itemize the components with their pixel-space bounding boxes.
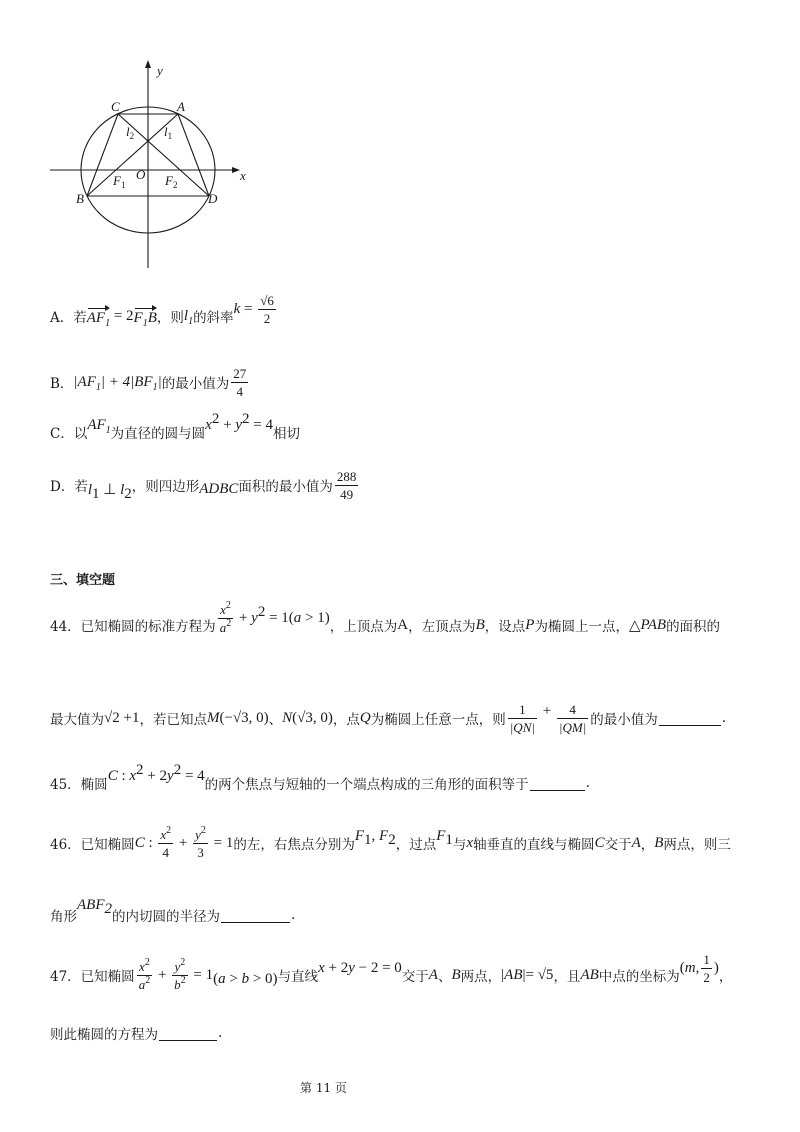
point-a: A xyxy=(428,966,438,983)
triangle-abf2 xyxy=(77,896,112,917)
vector-letter: B xyxy=(147,309,157,326)
variable: x xyxy=(318,959,325,976)
question-text: ，设点 xyxy=(484,619,526,635)
subscript: 1 xyxy=(105,424,111,436)
subscript: 1 xyxy=(92,485,100,502)
abs-bar: | xyxy=(501,966,505,983)
option-a-text: ，则 xyxy=(156,310,184,326)
denominator: 3 xyxy=(193,843,208,860)
operator: = 1 xyxy=(209,834,234,851)
point-m-coords: (−√3, 0) xyxy=(219,709,269,726)
numerator: 27 xyxy=(233,365,247,381)
option-c xyxy=(50,412,300,452)
circle-equation xyxy=(205,410,273,434)
option-a xyxy=(50,292,278,336)
option-a-text: 的斜率 xyxy=(193,310,234,326)
operator: |= √5 xyxy=(522,966,554,983)
fraction-27-over-4 xyxy=(231,366,248,399)
superscript: 2 xyxy=(144,956,150,968)
variable: b xyxy=(241,970,250,987)
operator: > 0) xyxy=(249,970,278,987)
variable: x xyxy=(220,601,226,617)
line-equation xyxy=(318,960,402,977)
y-squared xyxy=(251,603,266,627)
question-text: ，且 xyxy=(553,969,581,985)
option-b-text: 的最小值为 xyxy=(161,376,230,392)
subscript: 1 xyxy=(188,315,194,327)
question-text: 与 xyxy=(452,837,467,853)
vector-letters: AF xyxy=(86,309,106,326)
f1-label xyxy=(112,173,125,190)
question-text: 交于 xyxy=(401,969,429,985)
section-title-text: 三、填空题 xyxy=(50,572,116,588)
question-text: 中点的坐标为 xyxy=(598,969,680,985)
segment-ad xyxy=(178,114,209,196)
fraction-x2-over-a2 xyxy=(218,599,234,635)
operator: = 4 xyxy=(249,416,273,433)
midpoint-coords xyxy=(680,952,719,985)
question-44-line-2 xyxy=(50,698,726,738)
subscript: 2 xyxy=(104,900,112,917)
option-b-text: B． xyxy=(50,376,74,392)
question-text: 46．已知椭圆 xyxy=(50,837,135,853)
variable: l xyxy=(87,481,92,498)
subscript: 1 xyxy=(105,317,111,329)
variable: ABF xyxy=(77,896,105,913)
math-text: AF xyxy=(87,416,106,433)
fraction-288-over-49 xyxy=(335,469,359,502)
denominator xyxy=(172,975,188,992)
variable: y xyxy=(174,958,181,974)
question-text: 交于 xyxy=(604,837,632,853)
superscript: 2 xyxy=(241,410,250,427)
variable: F xyxy=(436,827,446,844)
period: . xyxy=(291,907,296,923)
denominator: 4 xyxy=(158,843,173,860)
ellipse-diagram xyxy=(0,0,300,290)
vector-letter: F xyxy=(133,309,143,326)
question-text: ， xyxy=(640,837,655,853)
variable: F xyxy=(354,827,365,844)
segment-af1 xyxy=(87,417,110,434)
point-b: B xyxy=(475,616,485,633)
f2-letter: F xyxy=(165,173,173,188)
superscript: 2 xyxy=(257,603,266,620)
superscript: 2 xyxy=(166,824,172,836)
numerator xyxy=(218,599,233,618)
answer-blank xyxy=(159,1025,217,1041)
equals-two: = 2 xyxy=(110,307,134,324)
question-text: 最大值为 xyxy=(50,712,104,728)
condition xyxy=(213,971,277,988)
question-text: 两点，则三 xyxy=(663,837,731,853)
origin-label: O xyxy=(136,167,146,182)
point-b-label: B xyxy=(76,191,84,206)
denominator: |QN| xyxy=(509,719,535,735)
l2-subscript: 2 xyxy=(129,131,135,141)
variable: a xyxy=(219,619,227,635)
numerator: 4 xyxy=(569,701,576,717)
math-text: | + 4|BF xyxy=(100,373,153,390)
question-text: 为椭圆上一点， xyxy=(534,619,629,635)
math-text: | xyxy=(157,373,162,390)
question-text: ，若已知点 xyxy=(139,712,207,728)
operator: + xyxy=(235,609,252,626)
denominator: 2 xyxy=(258,309,276,326)
point-b: B xyxy=(451,966,461,983)
variable: l xyxy=(183,307,189,324)
option-c-text: 相切 xyxy=(272,426,300,442)
question-47-line-1 xyxy=(50,951,733,995)
operator: + xyxy=(219,416,236,433)
variable: x xyxy=(139,958,145,974)
fraction-y2-over-3 xyxy=(193,824,208,860)
question-46-line-1 xyxy=(50,823,731,863)
variable: m xyxy=(684,959,696,976)
f1-letter: F xyxy=(113,173,121,188)
variable: B xyxy=(654,834,664,851)
y-axis-arrow xyxy=(145,60,151,68)
question-text: 、 xyxy=(268,712,283,728)
subscript: 2 xyxy=(124,485,132,502)
fraction-1-over-qn xyxy=(508,702,537,735)
superscript: 2 xyxy=(225,599,231,611)
operator: = 4 xyxy=(181,767,205,784)
l1-label xyxy=(164,124,172,141)
paren: ) xyxy=(713,959,719,976)
l2-letter: l xyxy=(126,124,130,139)
question-45 xyxy=(50,763,590,803)
question-text: 的内切圆的半径为 xyxy=(112,909,220,925)
variable: F xyxy=(379,827,389,844)
operator: + xyxy=(538,702,555,719)
operator: > 1) xyxy=(301,609,330,626)
chord-length xyxy=(501,967,553,984)
option-d xyxy=(50,465,360,505)
f1-subscript: 1 xyxy=(120,180,126,190)
denominator xyxy=(218,618,234,635)
perpendicular-expression xyxy=(87,480,132,502)
f2-label xyxy=(164,173,177,190)
numerator: 1 xyxy=(703,951,710,967)
point-q: Q xyxy=(359,709,371,726)
l1-subscript: 1 xyxy=(167,131,173,141)
variable: l xyxy=(120,481,125,498)
subscript: 1 xyxy=(142,317,148,329)
question-text: 44．已知椭圆的标准方程为 xyxy=(50,619,216,635)
answer-blank xyxy=(221,907,290,923)
variable: x xyxy=(160,826,167,842)
comma: , xyxy=(695,959,700,976)
option-c-text: 为直径的圆与圆 xyxy=(110,426,206,442)
question-text: 的左，右焦点分别为 xyxy=(233,837,355,853)
period: . xyxy=(218,1025,223,1041)
denominator xyxy=(137,975,153,992)
superscript: 2 xyxy=(145,974,151,986)
abs-expression xyxy=(73,374,161,391)
focus-f1 xyxy=(436,827,453,848)
question-text: ，点 xyxy=(332,712,360,728)
denominator: 2 xyxy=(703,969,710,985)
variable: x xyxy=(205,416,212,433)
question-text: ，过点 xyxy=(395,837,437,853)
operator: ⊥ xyxy=(99,481,121,498)
paren: ( xyxy=(288,609,294,626)
question-text: 、 xyxy=(437,969,452,985)
segment-ab: AB xyxy=(580,966,599,983)
point-n-coords: (√3, 0) xyxy=(292,709,333,726)
option-c-text: C．以 xyxy=(50,426,88,442)
superscript: 2 xyxy=(226,617,232,629)
subscript: 1 xyxy=(364,831,372,848)
period: . xyxy=(721,710,727,726)
paren: ( xyxy=(679,959,685,976)
numerator: 1 xyxy=(519,701,526,717)
variable: C xyxy=(107,767,118,784)
numerator xyxy=(158,824,173,843)
variable: x xyxy=(129,767,137,784)
fraction-x2-over-4 xyxy=(158,824,173,860)
superscript: 2 xyxy=(211,410,220,427)
question-text: 47．已知椭圆 xyxy=(50,969,135,985)
line-l1-symbol xyxy=(184,308,193,325)
question-47-line-2 xyxy=(50,1013,222,1053)
option-d-text: ，则四边形 xyxy=(131,479,200,495)
operator: +1 xyxy=(119,709,140,726)
numerator xyxy=(137,956,152,975)
point-p: P xyxy=(525,616,535,633)
variable: y xyxy=(167,767,174,784)
superscript: 2 xyxy=(136,761,144,778)
option-d-text: D．若 xyxy=(50,479,88,495)
variable: x xyxy=(466,834,474,851)
question-text: ，左顶点为 xyxy=(408,619,476,635)
variable: a xyxy=(293,609,302,626)
subscript: 1 xyxy=(152,381,158,393)
fraction-x2-over-a2 xyxy=(137,956,153,992)
question-text: 轴垂直的直线与椭圆 xyxy=(473,837,595,853)
variable: C xyxy=(594,834,605,851)
quadrilateral-adbc: ADBC xyxy=(199,480,239,497)
denominator: 49 xyxy=(335,485,359,502)
variable: y xyxy=(348,959,355,976)
operator: = 1 xyxy=(189,966,214,983)
vector-f1b xyxy=(134,306,157,327)
y-axis-label: y xyxy=(157,63,163,78)
question-text: ， xyxy=(718,969,733,985)
fraction-sqrt6-over-2 xyxy=(258,293,276,326)
point-c-label: C xyxy=(111,99,120,114)
triangle-symbol: △ xyxy=(628,617,641,634)
numerator xyxy=(193,824,208,843)
question-46-line-2 xyxy=(50,895,295,935)
equals: = xyxy=(240,300,257,317)
fraction-y2-over-b2 xyxy=(172,956,188,992)
variable: a xyxy=(138,976,146,992)
superscript: 2 xyxy=(173,761,182,778)
point-a: A xyxy=(397,616,409,633)
question-text: 的面积的 xyxy=(666,619,721,635)
question-text: 45．椭圆 xyxy=(50,777,108,793)
variable: y xyxy=(235,416,242,433)
subscript: 2 xyxy=(388,831,396,848)
variable: y xyxy=(195,826,201,842)
superscript: 2 xyxy=(200,824,206,836)
operator: + 2 xyxy=(324,959,349,976)
option-d-text: 面积的最小值为 xyxy=(238,479,333,495)
option-a-text: A．若 xyxy=(50,310,87,326)
subscript: 1 xyxy=(445,831,453,848)
numerator: √6 xyxy=(260,292,274,308)
variable: A xyxy=(631,834,641,851)
x-axis-label: x xyxy=(240,168,246,183)
question-text: 的两个焦点与短轴的一个端点构成的三角形的面积等于 xyxy=(204,777,529,793)
superscript: 2 xyxy=(180,956,186,968)
period: . xyxy=(585,775,590,791)
denominator: |QM| xyxy=(558,719,587,735)
numerator: 288 xyxy=(336,468,357,484)
l1-letter: l xyxy=(164,124,168,139)
variable: y xyxy=(251,609,258,626)
numerator xyxy=(173,956,188,975)
answer-blank xyxy=(530,775,585,791)
page-footer xyxy=(300,1067,347,1107)
vector-af1 xyxy=(87,306,110,327)
option-b xyxy=(50,362,250,402)
fraction-1-over-2 xyxy=(701,952,712,985)
question-text: 的最小值为 xyxy=(590,712,658,728)
question-text: 为椭圆上任意一点，则 xyxy=(370,712,506,728)
variable: b xyxy=(174,976,181,992)
question-text: 角形 xyxy=(50,909,77,925)
operator: = 1 xyxy=(265,609,289,626)
page-number: 第 11 页 xyxy=(300,1080,347,1095)
question-44-line-1 xyxy=(50,599,721,645)
triangle-pab: PAB xyxy=(640,616,667,633)
foci-f1-f2 xyxy=(354,827,396,848)
operator: + 2 xyxy=(143,767,168,784)
paren: ( xyxy=(213,970,219,987)
question-text: 两点， xyxy=(460,969,502,985)
subscript: 1 xyxy=(95,381,101,393)
operator: + xyxy=(175,834,192,851)
variable: a xyxy=(218,970,226,987)
variable: C xyxy=(134,834,145,851)
condition xyxy=(289,610,330,627)
sqrt-2: √2 xyxy=(104,709,120,726)
operator: > xyxy=(225,970,242,987)
operator: + xyxy=(154,966,171,983)
question-text: 则此椭圆的方程为 xyxy=(50,1027,158,1043)
superscript: 2 xyxy=(180,974,186,986)
slope-k: k xyxy=(233,300,241,317)
math-text: |AF xyxy=(73,373,96,390)
point-m: M xyxy=(206,709,220,726)
point-a-label: A xyxy=(177,99,185,114)
l2-label xyxy=(126,124,134,141)
f2-subscript: 2 xyxy=(172,180,178,190)
point-n: N xyxy=(282,709,293,726)
point-d-label: D xyxy=(208,191,218,206)
operator: : xyxy=(144,834,157,851)
answer-blank xyxy=(659,710,721,726)
variable: AB xyxy=(504,966,523,983)
fraction-4-over-qm xyxy=(557,702,588,735)
question-text: 与直线 xyxy=(277,969,319,985)
operator: − 2 = 0 xyxy=(354,959,402,976)
operator: : xyxy=(117,767,130,784)
comma: , xyxy=(371,827,380,844)
ellipse-equation xyxy=(107,761,205,785)
section-title xyxy=(50,558,115,598)
x-axis-arrow xyxy=(232,167,240,173)
denominator: 4 xyxy=(231,382,248,399)
question-text: ，上顶点为 xyxy=(329,619,398,635)
